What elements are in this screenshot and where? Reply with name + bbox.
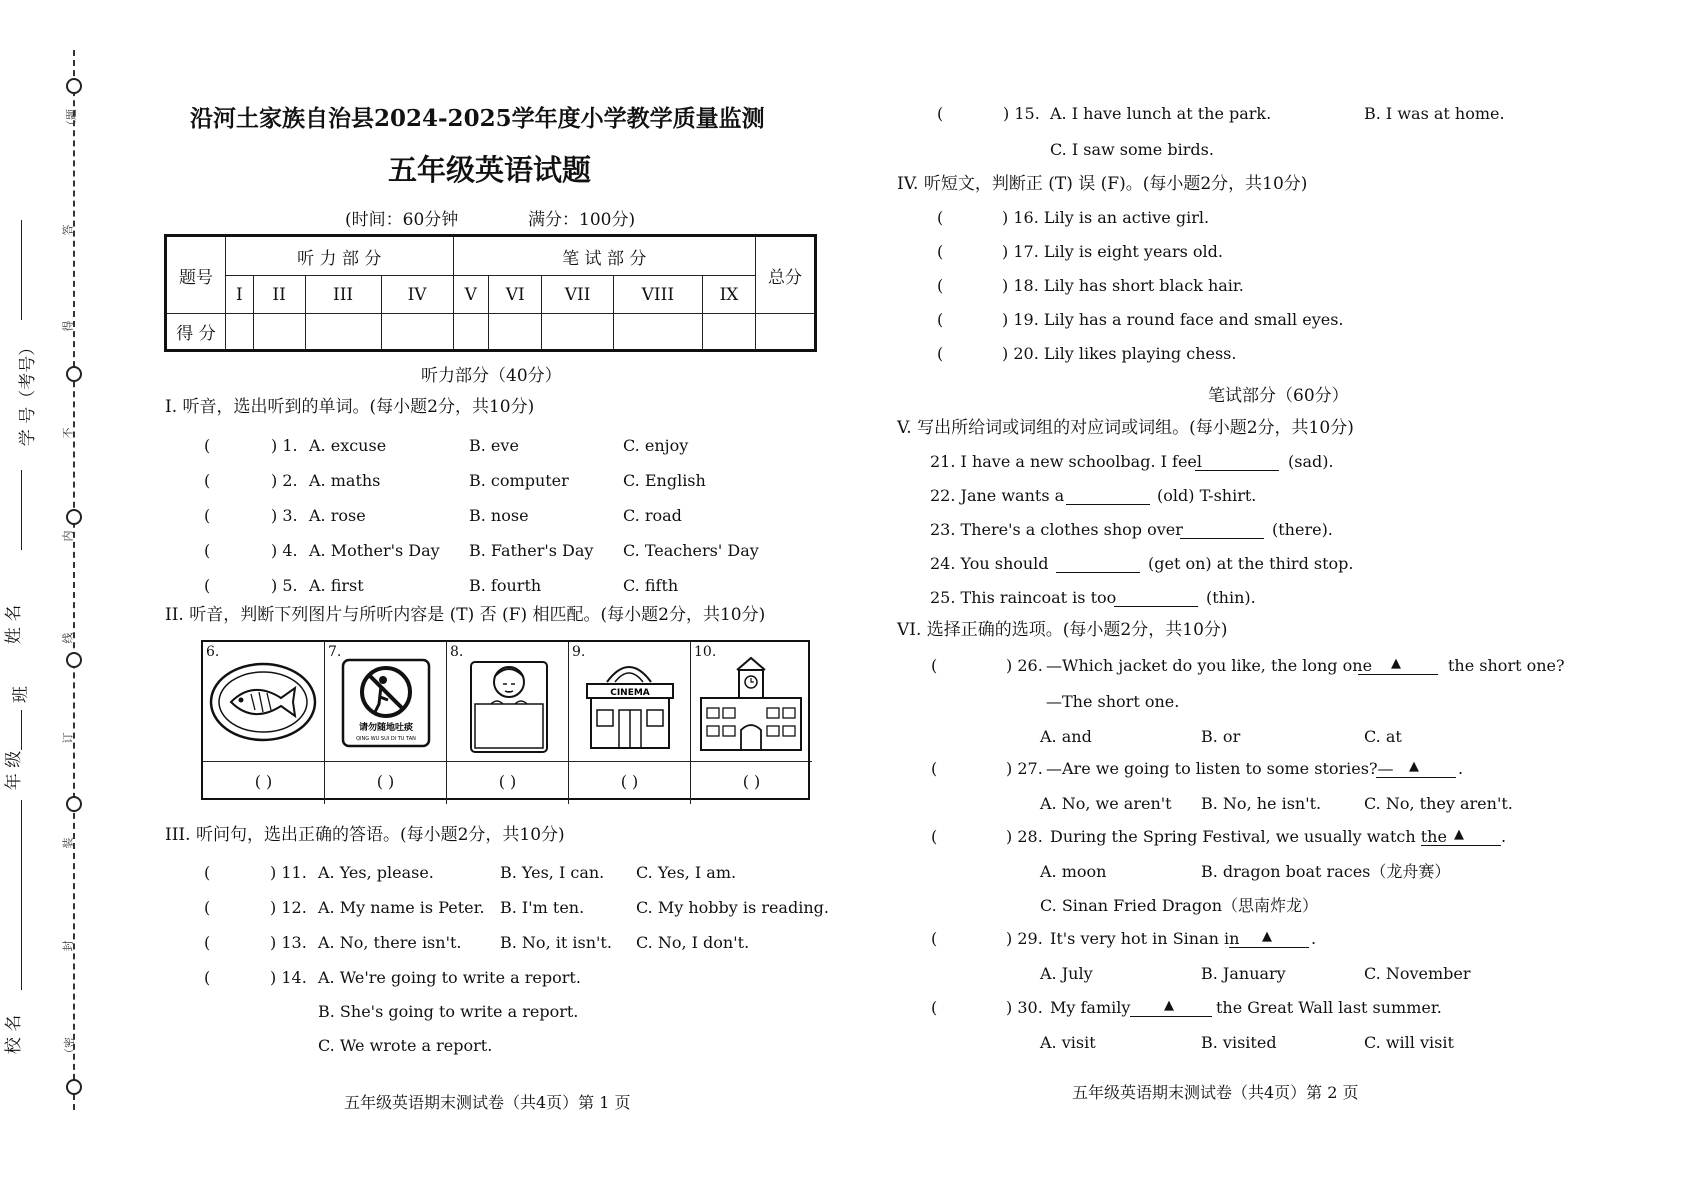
- option-c[interactable]: C. will visit: [1364, 1033, 1454, 1052]
- answer-blank[interactable]: [1195, 470, 1279, 471]
- exam-time: (时间：60分钟: [345, 210, 459, 230]
- answer-paren[interactable]: (: [204, 471, 211, 490]
- option-a[interactable]: A. first: [309, 576, 364, 595]
- option-c[interactable]: C. road: [623, 506, 682, 525]
- question-number: ) 30.: [1006, 998, 1043, 1017]
- answer-paren[interactable]: (: [937, 344, 944, 363]
- score-cell[interactable]: [305, 314, 381, 351]
- section-1-title: I. 听音，选出听到的单词。(每小题2分，共10分): [165, 397, 535, 417]
- option-c[interactable]: C. We wrote a report.: [318, 1036, 493, 1055]
- option-a[interactable]: A. Mother's Day: [309, 541, 440, 560]
- option-c[interactable]: C. No, they aren't.: [1364, 794, 1513, 813]
- score-cell[interactable]: [703, 314, 756, 351]
- question-text-after: the Great Wall last summer.: [1216, 998, 1442, 1017]
- fill-prompt: 24. You should: [930, 554, 1049, 573]
- option-b[interactable]: B. No, it isn't.: [500, 933, 612, 952]
- fill-line: [21, 800, 22, 990]
- option-a[interactable]: A. rose: [309, 506, 366, 525]
- fill-line: [21, 220, 22, 320]
- score-roman: VI: [489, 276, 542, 314]
- option-c[interactable]: C. English: [623, 471, 706, 490]
- answer-blank[interactable]: [1376, 777, 1456, 778]
- score-table: [164, 234, 817, 352]
- section-5-title: V. 写出所给词或词组的对应词或词组。(每小题2分，共10分): [897, 418, 1354, 438]
- option-a[interactable]: A. moon: [1040, 862, 1107, 881]
- question-text-after: the short one?: [1448, 656, 1565, 675]
- student-number-label: 学 号（考号）: [18, 338, 39, 447]
- no-spitting-sign-icon: [325, 642, 446, 757]
- punch-hole: [66, 796, 82, 812]
- score-write-head: 笔 试 部 分: [453, 236, 755, 276]
- answer-paren[interactable]: (: [931, 827, 938, 846]
- question-number: ) 2.: [271, 471, 298, 490]
- question-number: ) 28.: [1006, 827, 1043, 846]
- question-text: It's very hot in Sinan in: [1050, 929, 1240, 948]
- option-b[interactable]: B. I was at home.: [1364, 104, 1505, 123]
- answer-paren[interactable]: (: [204, 541, 211, 560]
- seal-word: 封: [61, 940, 75, 952]
- picture-10: [691, 642, 812, 762]
- question-number: ) 4.: [271, 541, 298, 560]
- question-number: ) 3.: [271, 506, 298, 525]
- option-c[interactable]: C. My hobby is reading.: [636, 898, 829, 917]
- grade-label: 年 级: [4, 750, 25, 791]
- answer-paren[interactable]: (: [937, 208, 944, 227]
- blank-marker-icon: ▲: [1262, 929, 1272, 944]
- option-b[interactable]: B. She's going to write a report.: [318, 1002, 579, 1021]
- picture-8: [447, 642, 569, 762]
- seal-word: 装: [61, 837, 75, 849]
- section-4-title: IV. 听短文，判断正 (T) 误 (F)。(每小题2分，共10分): [897, 174, 1308, 194]
- fill-prompt: 21. I have a new schoolbag. I feel: [930, 452, 1202, 471]
- class-label: 班: [11, 686, 31, 703]
- answer-blank[interactable]: [1229, 947, 1309, 948]
- score-cell[interactable]: [226, 314, 254, 351]
- option-b[interactable]: B. fourth: [469, 576, 542, 595]
- fill-hint: (get on) at the third stop.: [1148, 554, 1354, 573]
- option-b[interactable]: B. dragon boat races（龙舟赛）: [1201, 862, 1451, 881]
- sick-in-bed-icon: [447, 642, 568, 757]
- picture-6: [203, 642, 325, 762]
- option-c[interactable]: C. Teachers' Day: [623, 541, 759, 560]
- writing-heading: 笔试部分（60分）: [1208, 386, 1349, 406]
- score-roman: III: [305, 276, 381, 314]
- option-a[interactable]: A. No, there isn't.: [318, 933, 462, 952]
- answer-paren[interactable]: (: [931, 759, 938, 778]
- answer-paren[interactable]: (: [937, 276, 944, 295]
- fill-prompt: 23. There's a clothes shop over: [930, 520, 1183, 539]
- option-a[interactable]: A. and: [1040, 727, 1092, 746]
- fish-plate-icon: [203, 642, 324, 757]
- punch-hole: [66, 509, 82, 525]
- blank-marker-icon: ▲: [1164, 998, 1174, 1013]
- question-number: ) 5.: [271, 576, 298, 595]
- fill-line: [21, 710, 22, 750]
- option-c[interactable]: C. enjoy: [623, 436, 689, 455]
- option-b[interactable]: B. nose: [469, 506, 529, 525]
- answer-blank[interactable]: [1066, 504, 1150, 505]
- question-number: ) 11.: [270, 863, 307, 882]
- punch-hole: [66, 652, 82, 668]
- listening-heading: 听力部分（40分）: [421, 366, 562, 386]
- fill-hint: (old) T-shirt.: [1157, 486, 1257, 505]
- section-3-title: III. 听问句，选出正确的答语。(每小题2分，共10分): [165, 825, 565, 845]
- blank-marker-icon: ▲: [1391, 656, 1401, 671]
- fill-hint: (there).: [1272, 520, 1333, 539]
- score-row-label: 得 分: [166, 314, 226, 351]
- option-a[interactable]: A. My name is Peter.: [318, 898, 485, 917]
- exam-title: 沿河土家族自治县2024-2025学年度小学教学质量监测: [190, 105, 765, 132]
- question-text-after: .: [1311, 929, 1317, 948]
- seal-word: （密: [63, 1037, 76, 1059]
- fill-prompt: 25. This raincoat is too: [930, 588, 1117, 607]
- fill-prompt: 22. Jane wants a: [930, 486, 1065, 505]
- score-roman: IX: [703, 276, 756, 314]
- picture-number: 10.: [694, 644, 717, 660]
- score-listen-head: 听 力 部 分: [226, 236, 454, 276]
- option-a[interactable]: A. I have lunch at the park.: [1050, 104, 1272, 123]
- answer-paren[interactable]: (: [931, 929, 938, 948]
- option-b[interactable]: B. computer: [469, 471, 569, 490]
- score-cell[interactable]: [489, 314, 542, 351]
- score-cell[interactable]: [613, 314, 702, 351]
- sign-text: 请勿随地吐痰: [358, 723, 414, 733]
- page-2-footer: 五年级英语期末测试卷（共4页）第 2 页: [1072, 1083, 1359, 1102]
- question-text-line2: —The short one.: [1046, 692, 1180, 711]
- picture-grid: [201, 640, 810, 800]
- answer-paren[interactable]: (: [204, 968, 211, 987]
- option-c[interactable]: C. Yes, I am.: [636, 863, 737, 882]
- seal-word: 不: [61, 427, 75, 439]
- question-text: —Are we going to listen to some stories?—: [1046, 759, 1394, 778]
- score-cell[interactable]: [453, 314, 488, 351]
- answer-paren[interactable]: (: [204, 898, 211, 917]
- score-roman: IV: [381, 276, 453, 314]
- tf-statement: ) 18. Lily has short black hair.: [1002, 276, 1244, 295]
- score-cell[interactable]: [253, 314, 305, 351]
- answer-paren[interactable]: (: [937, 242, 944, 261]
- option-c[interactable]: C. I saw some birds.: [1050, 140, 1214, 159]
- punch-hole: [66, 78, 82, 94]
- option-b[interactable]: B. Father's Day: [469, 541, 594, 560]
- seal-word: 答: [61, 224, 75, 236]
- question-number: ) 1.: [271, 436, 298, 455]
- option-c[interactable]: C. November: [1364, 964, 1471, 983]
- answer-blank[interactable]: [1180, 538, 1264, 539]
- score-roman: II: [253, 276, 305, 314]
- option-a[interactable]: A. Yes, please.: [318, 863, 434, 882]
- question-number: ) 14.: [270, 968, 307, 987]
- cinema-text: CINEMA: [610, 688, 650, 698]
- punch-hole: [66, 1079, 82, 1095]
- question-number: ) 26.: [1006, 656, 1043, 675]
- score-total-head: 总分: [756, 236, 816, 314]
- score-roman: V: [453, 276, 488, 314]
- option-a[interactable]: A. No, we aren't: [1040, 794, 1172, 813]
- picture-number: 9.: [572, 644, 586, 660]
- option-c[interactable]: C. No, I don't.: [636, 933, 750, 952]
- seal-word: 订: [61, 732, 75, 744]
- answer-paren[interactable]: (: [937, 310, 944, 329]
- answer-paren[interactable]: (: [204, 506, 211, 525]
- picture-number: 7.: [328, 644, 342, 660]
- answer-blank[interactable]: [1421, 845, 1501, 846]
- seal-word: 内: [61, 530, 75, 542]
- question-text: —Which jacket do you like, the long one: [1046, 656, 1373, 675]
- score-col-head: 题号: [166, 236, 226, 314]
- picture-9: [569, 642, 691, 762]
- option-c[interactable]: C. at: [1364, 727, 1402, 746]
- score-cell[interactable]: [756, 314, 816, 351]
- option-b[interactable]: B. or: [1201, 727, 1241, 746]
- seal-word: （题: [65, 109, 78, 131]
- question-text-after: .: [1501, 827, 1507, 846]
- section-6-title: VI. 选择正确的选项。(每小题2分，共10分): [897, 620, 1228, 640]
- option-b[interactable]: B. eve: [469, 436, 519, 455]
- question-number: ) 27.: [1006, 759, 1043, 778]
- blank-marker-icon: ▲: [1409, 759, 1419, 774]
- answer-paren[interactable]: (: [204, 863, 211, 882]
- question-number: ) 12.: [270, 898, 307, 917]
- picture-number: 6.: [206, 644, 220, 660]
- option-c[interactable]: C. Sinan Fried Dragon（思南炸龙）: [1040, 896, 1319, 915]
- score-roman: VII: [542, 276, 613, 314]
- binding-margin: [0, 0, 105, 1190]
- answer-bracket[interactable]: ( ): [325, 762, 447, 804]
- answer-bracket[interactable]: ( ): [569, 762, 691, 804]
- sign-pinyin: QING WU SUI DI TU TAN: [356, 736, 416, 742]
- answer-paren[interactable]: (: [931, 998, 938, 1017]
- picture-number: 8.: [450, 644, 464, 660]
- option-b[interactable]: B. No, he isn't.: [1201, 794, 1322, 813]
- option-b[interactable]: B. Yes, I can.: [500, 863, 605, 882]
- option-a[interactable]: A. July: [1040, 964, 1093, 983]
- option-b[interactable]: B. visited: [1201, 1033, 1277, 1052]
- answer-paren[interactable]: (: [204, 436, 211, 455]
- answer-paren[interactable]: (: [204, 933, 211, 952]
- answer-bracket[interactable]: ( ): [203, 762, 325, 804]
- answer-paren[interactable]: (: [937, 104, 944, 123]
- option-b[interactable]: B. January: [1201, 964, 1286, 983]
- option-a[interactable]: A. maths: [309, 471, 381, 490]
- picture-7: [325, 642, 447, 762]
- seal-word: 得: [61, 320, 75, 332]
- answer-blank[interactable]: [1114, 606, 1198, 607]
- question-text: During the Spring Festival, we usually watch the: [1050, 827, 1447, 846]
- question-number: ) 15.: [1003, 104, 1040, 123]
- answer-bracket[interactable]: ( ): [447, 762, 569, 804]
- tf-statement: ) 19. Lily has a round face and small eyes.: [1002, 310, 1344, 329]
- score-roman: VIII: [613, 276, 702, 314]
- score-cell[interactable]: [542, 314, 613, 351]
- score-roman: I: [226, 276, 254, 314]
- score-cell[interactable]: [381, 314, 453, 351]
- page-1-footer: 五年级英语期末测试卷（共4页）第 1 页: [344, 1093, 631, 1112]
- seal-word: 线: [61, 632, 75, 644]
- section-2-title: II. 听音，判断下列图片与所听内容是 (T) 否 (F) 相匹配。(每小题2分，共10分): [165, 605, 766, 625]
- answer-paren[interactable]: (: [204, 576, 211, 595]
- option-b[interactable]: B. I'm ten.: [500, 898, 585, 917]
- question-number: ) 29.: [1006, 929, 1043, 948]
- option-a[interactable]: A. We're going to write a report.: [318, 968, 581, 987]
- tf-statement: ) 17. Lily is eight years old.: [1002, 242, 1223, 261]
- fill-hint: (thin).: [1206, 588, 1256, 607]
- question-text-after: .: [1458, 759, 1464, 778]
- school-label: 校 名: [4, 1014, 25, 1055]
- answer-blank[interactable]: [1130, 1016, 1212, 1017]
- punch-hole: [66, 366, 82, 382]
- blank-marker-icon: ▲: [1454, 827, 1464, 842]
- fill-line: [21, 470, 22, 550]
- exam-full-score: 满分：100分): [528, 210, 636, 230]
- answer-blank[interactable]: [1358, 674, 1438, 675]
- option-a[interactable]: A. visit: [1040, 1033, 1096, 1052]
- name-label: 姓 名: [4, 604, 25, 645]
- tf-statement: ) 20. Lily likes playing chess.: [1002, 344, 1237, 363]
- question-text: My family: [1050, 998, 1131, 1017]
- exam-subtitle: 五年级英语试题: [388, 153, 592, 187]
- answer-blank[interactable]: [1056, 572, 1140, 573]
- answer-bracket[interactable]: ( ): [742, 772, 761, 791]
- cinema-building-icon: [569, 642, 690, 757]
- answer-paren[interactable]: (: [931, 656, 938, 675]
- question-number: ) 13.: [270, 933, 307, 952]
- fill-hint: (sad).: [1288, 452, 1334, 471]
- tf-statement: ) 16. Lily is an active girl.: [1002, 208, 1210, 227]
- option-a[interactable]: A. excuse: [309, 436, 387, 455]
- option-c[interactable]: C. fifth: [623, 576, 679, 595]
